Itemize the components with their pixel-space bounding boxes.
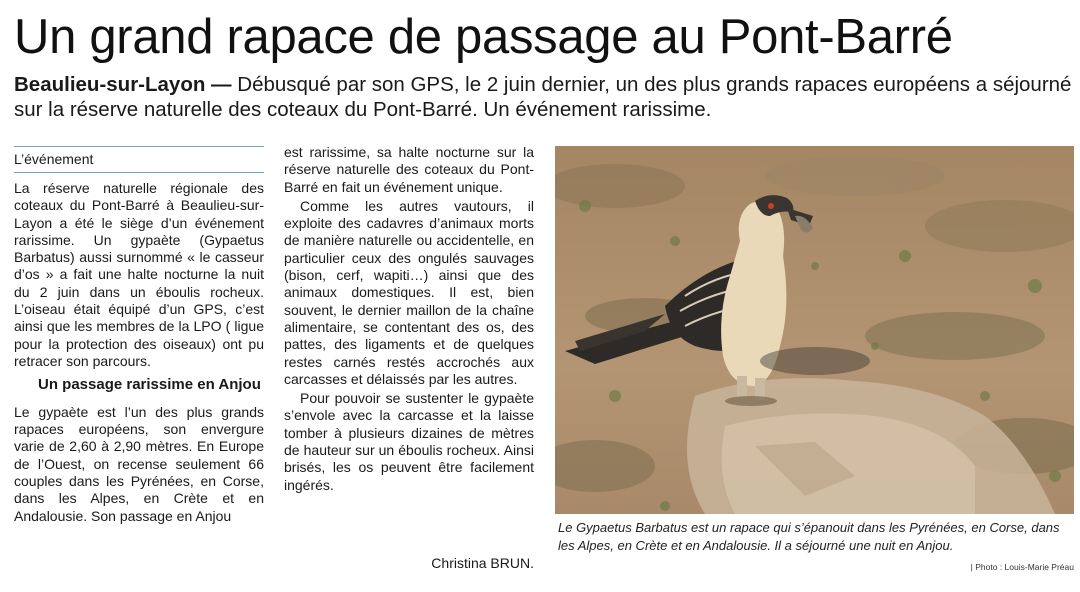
lead-place: Beaulieu-sur-Layon — xyxy=(14,73,232,96)
col2-paragraph-2: Comme les autres vautours, il exploite des cadavres d’animaux morts de manière naturelle ou accidentelle, en particulier ceux des ongulés sauvages (bison, cerf, wapiti…) ainsi que des animaux domestiques. Il est, bien souvent, le dernier maillon de la chaîne alimentaire, se contentant des os, des pattes, des ligaments et de quelques restes carnés restés accrochés aux carcasses et délaissés par les autres. xyxy=(284,197,534,387)
lead-paragraph xyxy=(14,72,1074,122)
col1-paragraph-1: La réserve naturelle régionale des coteaux du Pont-Barré à Beaulieu-sur-Layon a été le siège d’un événement rarissime. Un gypaète (Gypaetus Barbatus) aussi surnommé « le casseur d’os » a fait une halte nocturne la nuit du 2 juin dans un éboulis rocheux. L’oiseau était équipé d’un GPS, c’est ainsi que les membres de la LPO ( ligue pour la protection des oiseaux) ont pu retracer son parcours. xyxy=(14,180,264,369)
photo-caption: Le Gypaetus Barbatus est un rapace qui s’épanouit dans les Pyrénées, en Corse, dans les Alpes, en Crète et en Andalousie. Il a séjourné une nuit en Anjou. xyxy=(558,520,1060,553)
col2-paragraph-1: est rarissime, sa halte nocturne sur la réserve naturelle des coteaux du Pont-Barré en fait un événement unique. xyxy=(284,144,534,195)
headline: Un grand rapace de passage au Pont-Barré xyxy=(14,10,953,64)
bearded-vulture-illustration xyxy=(555,146,1074,514)
col1-paragraph-2: Le gypaète est l’un des plus grands rapaces européens, son envergure varie de 2,60 à 2,90 mètres. En Europe de l’Ouest, on recense seulement 66 couples dans les Pyrénées, en Corse, dans les Alpes, en Crète et en Andalousie. Son passage en Anjou xyxy=(14,403,264,524)
article-column-2 xyxy=(284,144,534,494)
vulture-photo xyxy=(555,146,1074,514)
author-signature: Christina BRUN. xyxy=(431,555,534,571)
rubric-label: L’événement xyxy=(14,146,264,173)
lead-text: Débusqué par son GPS, le 2 juin dernier, un des plus grands rapaces européens a séjourné sur la réserve naturelle des coteaux du Pont-Barré. Un événement rarissime. xyxy=(14,73,1072,121)
article-column-1 xyxy=(14,180,264,525)
col2-paragraph-3: Pour pouvoir se sustenter le gypaète s’envole avec la carcasse et la laisse tomber à plusieurs dizaines de mètres de hauteur sur un éboulis rocheux. Ainsi brisés, les os peuvent être facilement ingérés. xyxy=(284,390,534,493)
photo-credit: | Photo : Louis-Marie Préau xyxy=(970,562,1074,572)
subheading: Un passage rarissime en Anjou xyxy=(38,376,261,394)
